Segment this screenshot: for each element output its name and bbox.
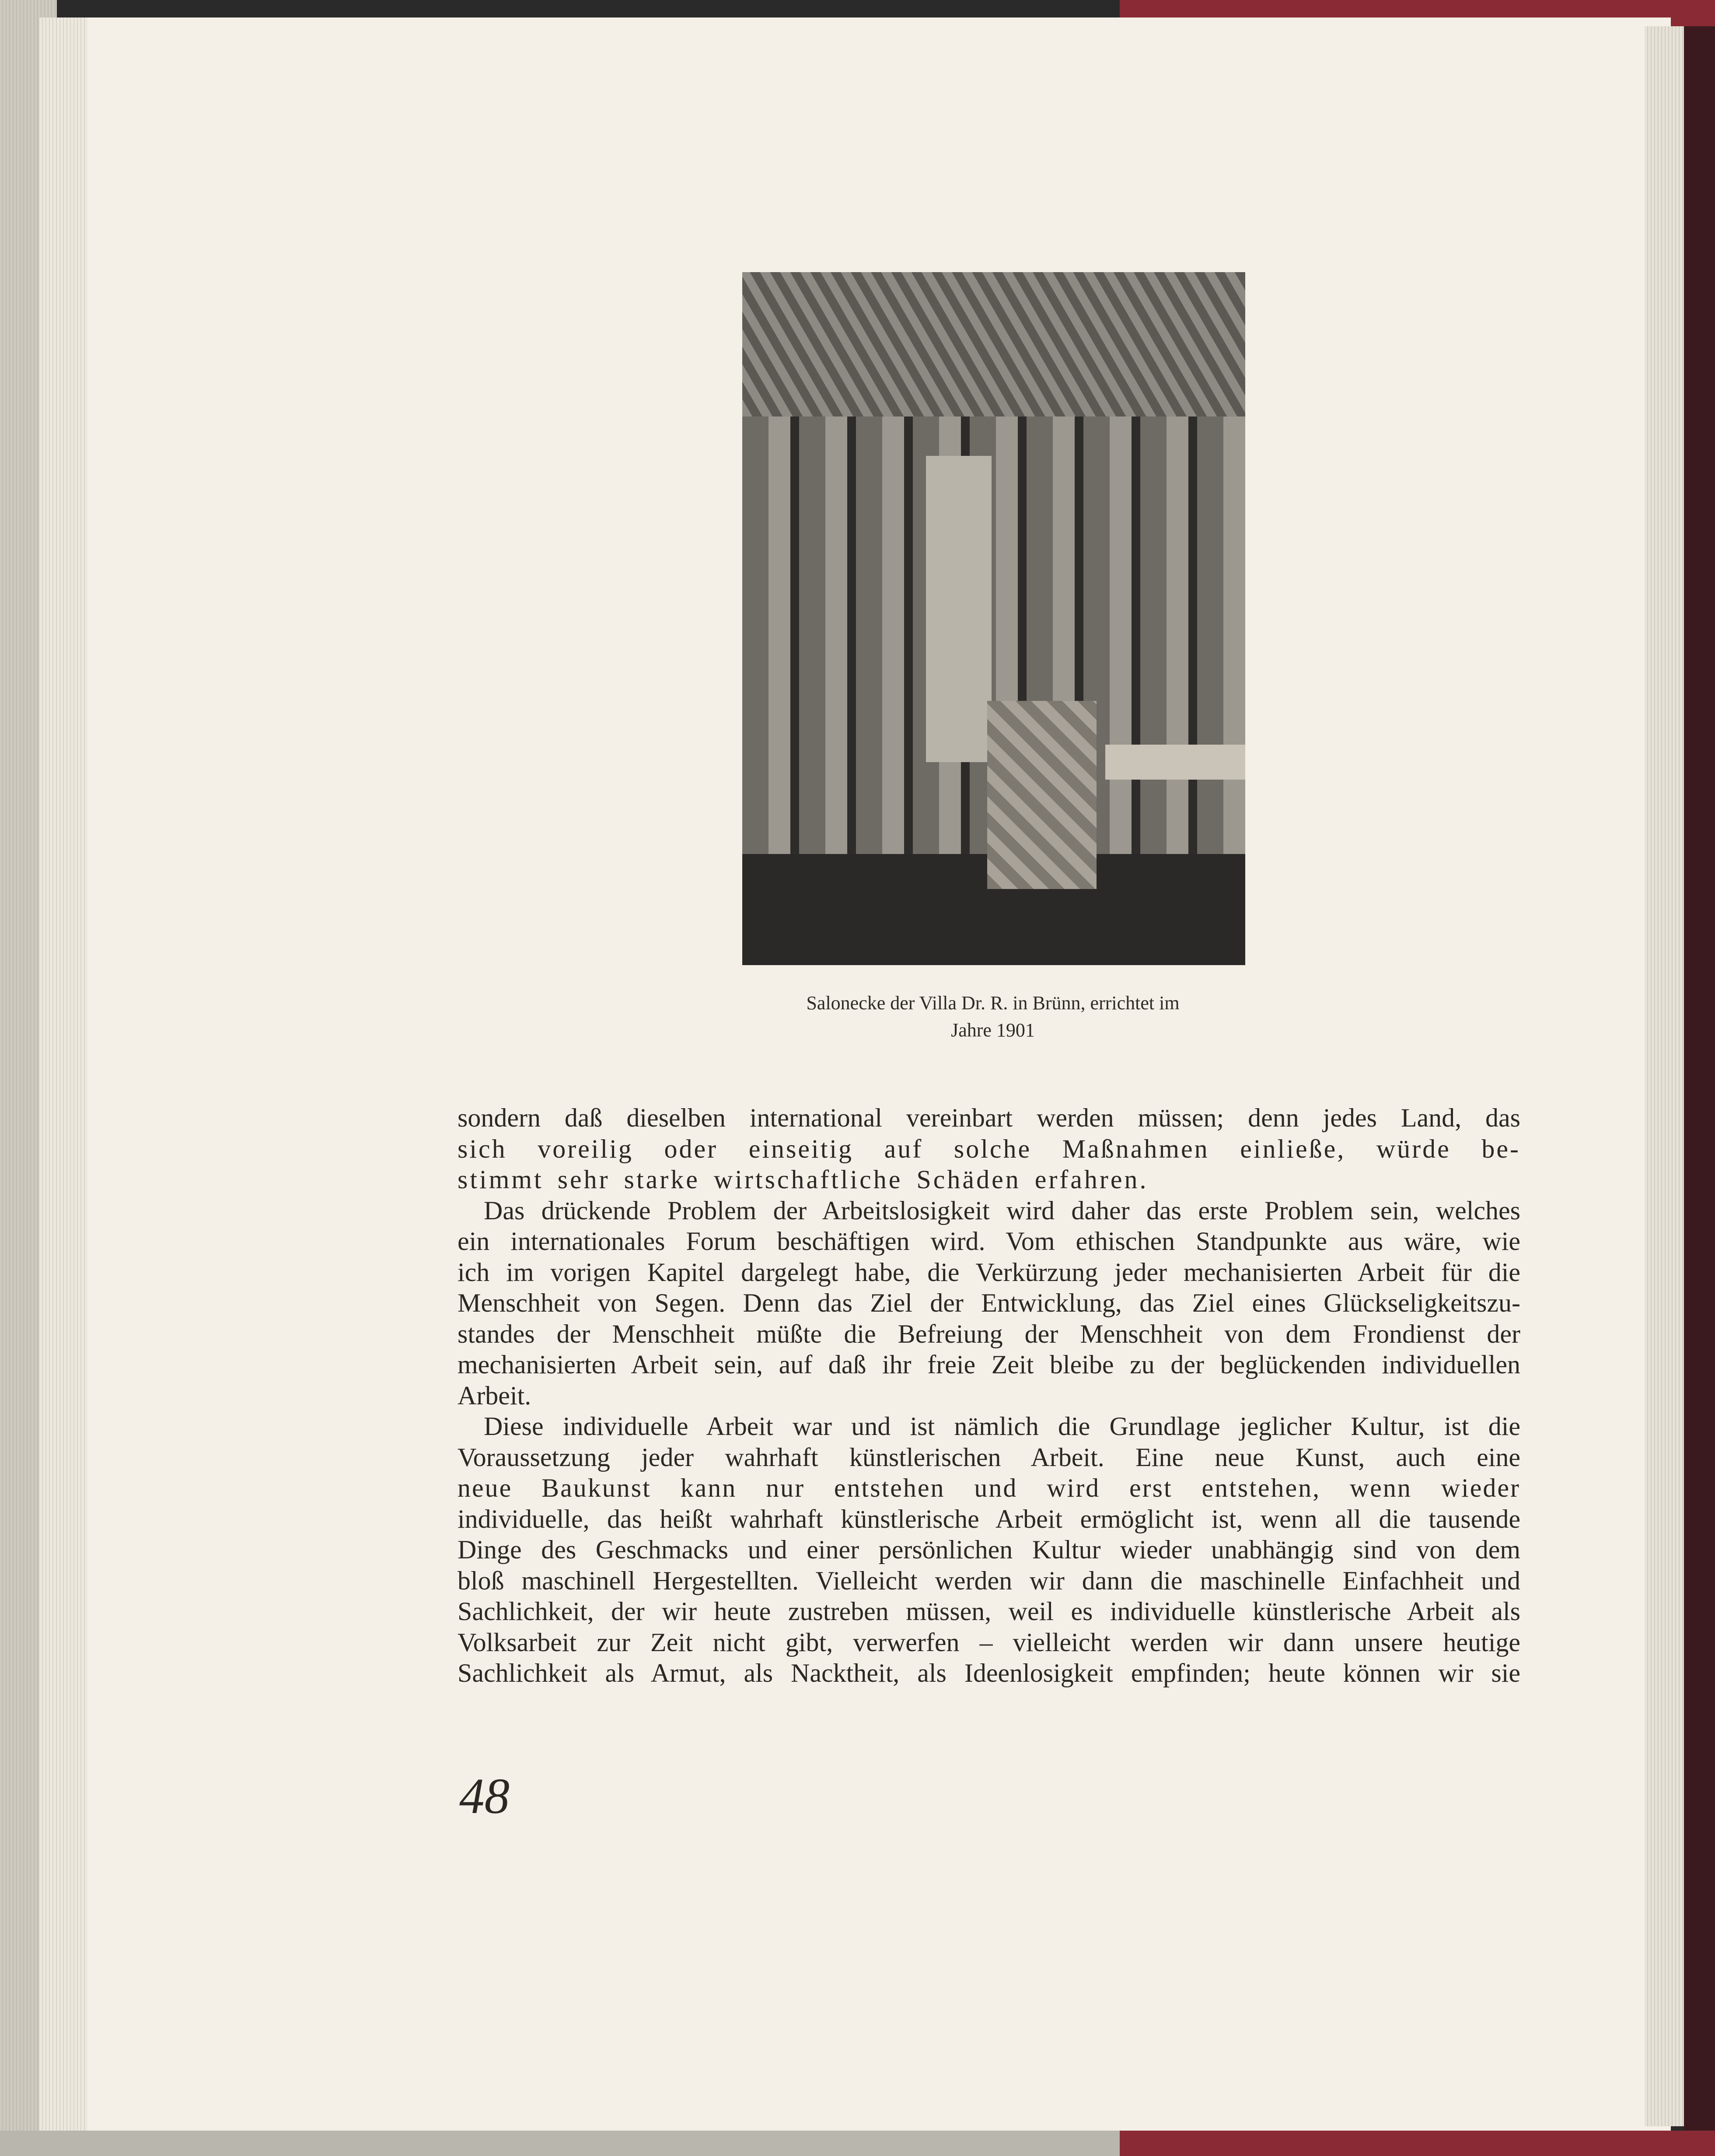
page-number: 48	[459, 1768, 510, 1824]
text-line: sondern daß dieselben international vereinbart werden müssen; denn jedes Land, das	[458, 1103, 1520, 1132]
text-line: ich im vorigen Kapitel dargelegt habe, die Verkürzung jeder mechanisierten Arbeit für die	[458, 1257, 1520, 1287]
text-line: individuelle, das heißt wahrhaft künstlerische Arbeit ermöglicht ist, wenn all die tausende	[458, 1504, 1520, 1533]
text-line: neue Baukunst kann nur entstehen und wird erst entstehen, wenn wieder	[458, 1474, 1520, 1502]
text-line: sich voreilig oder einseitig auf solche Maßnahmen einließe, würde be-	[458, 1134, 1520, 1163]
text-line: ein internationales Forum beschäftigen wird. Vom ethischen Standpunkte aus wäre, wie	[458, 1227, 1520, 1256]
figure-caption	[700, 990, 1286, 1044]
text-line: Volksarbeit zur Zeit nicht gibt, verwerfen – vielleicht werden wir dann unsere heutige	[458, 1628, 1520, 1657]
text-line: Diese individuelle Arbeit war und ist nämlich die Grundlage jeglicher Kultur, ist die	[484, 1412, 1520, 1441]
book-cover-red-bottom	[1120, 2131, 1715, 2156]
text-line: Arbeit.	[458, 1381, 531, 1410]
text-line: bloß maschinell Hergestellten. Vielleicht werden wir dann die maschinelle Einfachheit und	[458, 1566, 1520, 1595]
text-line: Menschheit von Segen. Denn das Ziel der Entwicklung, das Ziel eines Glückseligkeitszu-	[458, 1288, 1520, 1317]
page-edges-left	[39, 18, 87, 2131]
text-line: Dinge des Geschmacks und einer persönlichen Kultur wieder unabhängig sind von dem	[458, 1535, 1520, 1564]
caption-line: Jahre 1901	[951, 1019, 1035, 1041]
text-line: Sachlichkeit, der wir heute zustreben müssen, weil es individuelle künstlerische Arbeit als	[458, 1597, 1520, 1626]
text-line: Voraussetzung jeder wahrhaft künstlerischen Arbeit. Eine neue Kunst, auch eine	[458, 1442, 1520, 1472]
text-line: stimmt sehr starke wirtschaftliche Schäden erfahren.	[458, 1165, 1149, 1194]
body-text	[458, 1102, 1520, 1689]
photo-ceiling	[742, 272, 1245, 416]
photo-table	[1105, 745, 1245, 780]
caption-line: Salonecke der Villa Dr. R. in Brünn, errichtet im	[806, 992, 1180, 1014]
text-line: Das drückende Problem der Arbeitslosigkeit wird daher das erste Problem sein, welches	[484, 1196, 1520, 1225]
photo-door	[926, 456, 992, 762]
photo-armchair	[987, 701, 1097, 889]
interior-photograph	[742, 272, 1245, 965]
scan-background-bottom	[0, 2131, 1120, 2156]
text-line: Sachlichkeit als Armut, als Nacktheit, als Ideenlosigkeit empfinden; heute können wir sie	[458, 1659, 1520, 1687]
page-edges-right	[1645, 26, 1684, 2126]
text-line: standes der Menschheit müßte die Befreiung der Menschheit von dem Frondienst der	[458, 1319, 1520, 1348]
book-cover-right	[1684, 26, 1715, 2131]
text-line: mechanisierten Arbeit sein, auf daß ihr freie Zeit bleibe zu der beglückenden individuellen	[458, 1350, 1520, 1379]
